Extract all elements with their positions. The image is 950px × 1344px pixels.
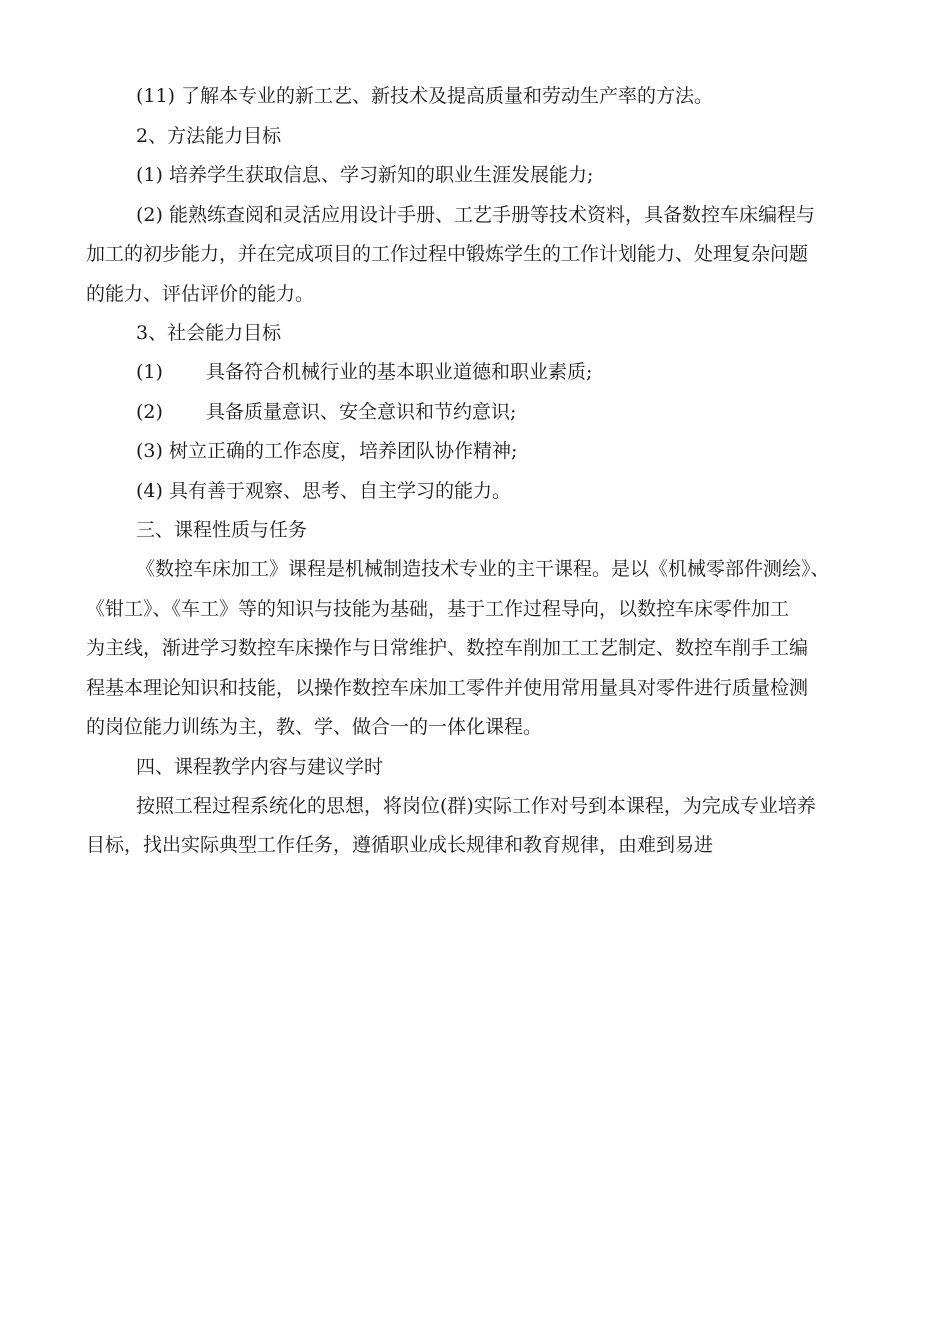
section-3-line-1: 《数控车床加工》课程是机械制造技术专业的主干课程。是以《机械零部件测绘》、 bbox=[136, 558, 830, 580]
social-item-1 bbox=[136, 360, 592, 384]
method-item-2-cont-2: 的能力、评估评价的能力。 bbox=[86, 283, 315, 305]
section-3-heading: 三、课程性质与任务 bbox=[136, 519, 308, 541]
section-3-line-5: 的岗位能力训练为主，教、学、做合一的一体化课程。 bbox=[86, 716, 543, 738]
section-3-line-2: 《钳工》、《车工》等的知识与技能为基础，基于工作过程导向，以数控车床零件加工 bbox=[86, 598, 790, 620]
section-4-line-2: 目标，找出实际典型工作任务，遵循职业成长规律和教育规律，由难到易进 bbox=[86, 834, 714, 856]
social-item-4: (4) 具有善于观察、思考、自主学习的能力。 bbox=[136, 480, 511, 502]
social-item-2-text: 具备质量意识、安全意识和节约意识; bbox=[206, 401, 517, 423]
social-item-1-number: (1) bbox=[136, 361, 163, 383]
section-4-line-1: 按照工程过程系统化的思想，将岗位(群)实际工作对号到本课程，为完成专业培养 bbox=[136, 795, 816, 817]
social-item-3: (3) 树立正确的工作态度，培养团队协作精神; bbox=[136, 440, 518, 462]
section-3-line-3: 为主线，渐进学习数控车床操作与日常维护、数控车削加工工艺制定、数控车削手工编 bbox=[86, 637, 809, 659]
social-item-2 bbox=[136, 400, 516, 424]
social-ability-heading: 3、社会能力目标 bbox=[136, 322, 282, 344]
social-item-2-number: (2) bbox=[136, 401, 163, 423]
method-item-1: (1) 培养学生获取信息、学习新知的职业生涯发展能力; bbox=[136, 164, 594, 186]
social-item-1-text: 具备符合机械行业的基本职业道德和职业素质; bbox=[206, 361, 593, 383]
method-item-2: (2) 能熟练查阅和灵活应用设计手册、工艺手册等技术资料，具备数控车床编程与 bbox=[136, 204, 815, 226]
section-4-heading: 四、课程教学内容与建议学时 bbox=[136, 756, 384, 778]
method-item-2-cont-1: 加工的初步能力，并在完成项目的工作过程中锻炼学生的工作计划能力、处理复杂问题 bbox=[86, 243, 809, 265]
section-3-line-4: 程基本理论知识和技能，以操作数控车床加工零件并使用常用量具对零件进行质量检测 bbox=[86, 677, 809, 699]
method-ability-heading: 2、方法能力目标 bbox=[136, 125, 282, 147]
objective-item-11: (11) 了解本专业的新工艺、新技术及提高质量和劳动生产率的方法。 bbox=[136, 85, 714, 107]
